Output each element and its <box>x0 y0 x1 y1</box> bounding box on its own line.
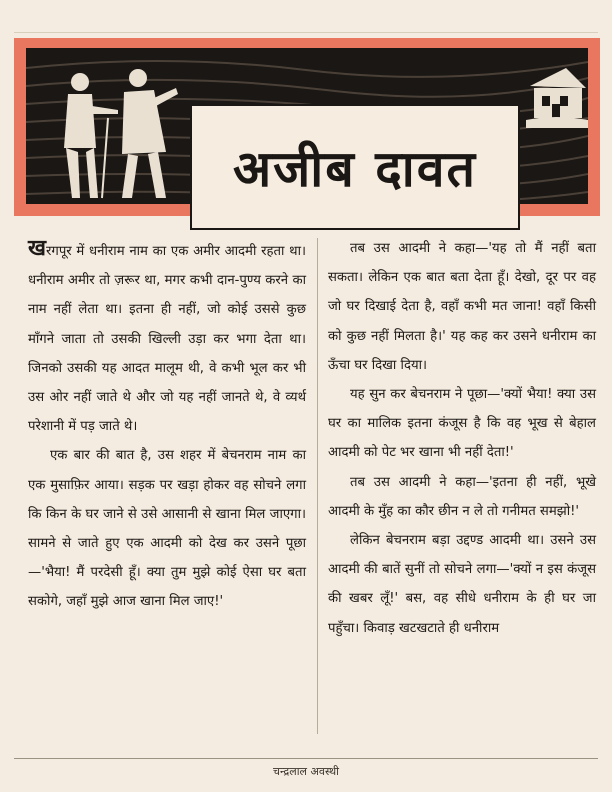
story-header-band <box>14 38 600 216</box>
author-credit: चन्द्रलाल अवस्थी <box>273 765 339 778</box>
footer-rule <box>14 758 598 759</box>
story-title: अजीब दावत <box>232 139 477 198</box>
right-paragraph: लेकिन बेचनराम बड़ा उद्दण्ड आदमी था। उसने उस आदमी की बातें सुनीं तो सोचने लगा—'क्यों न इस कंजूस की खबर लूँ!' बस, वह सीधे धनीराम के ही घर जा पहुँचा। किवाड़ खटखटाते ही धनीराम <box>328 533 596 636</box>
two-travellers-figure <box>64 69 178 198</box>
left-paragraph: एक बार की बात है, उस शहर में बेचनराम नाम का एक मुसाफ़िर आया। सड़क पर खड़ा होकर वह सोचने लगा कि किन के घर जाने से उसे आसानी से खाना मिल जाएगा। सामने से जाते हुए एक आदमी को देख कर उसने पूछा—'भैया! मैं परदेसी हूँ। क्या तुम मुझे कोई ऐसा घर बता सकोगे, जहाँ मुझे आज खाना मिल जाए!' <box>28 448 306 610</box>
left-paragraph <box>28 234 306 441</box>
right-paragraph: तब उस आदमी ने कहा—'इतना ही नहीं, भूखे आदमी के मुँह का कौर छीन न ले तो गनीमत समझो!' <box>328 474 596 519</box>
dropcap-letter: ख <box>28 236 46 261</box>
title-panel <box>190 104 520 230</box>
left-column <box>28 234 306 617</box>
story-body <box>28 234 596 744</box>
right-paragraph: तब उस आदमी ने कहा—'यह तो मैं नहीं बता सकता। लेकिन एक बात बता देता हूँ। देखो, दूर पर वह जो घर दिखाई देता है, वहाँ कभी मत जाना! वहाँ किसी को कुछ नहीं मिलता है।' यह कह कर उसने धनीराम का ऊँचा घर दिखा दिया। <box>328 241 596 373</box>
right-column <box>328 234 596 643</box>
left-paragraph-text: रगपूर में धनीराम नाम का एक अमीर आदमी रहता था। धनीराम अमीर तो ज़रूर था, मगर कभी दान-पुण्य करने का नाम नहीं लेता था। इतना ही नहीं, जो कोई उससे कुछ माँगने जाता तो उसकी खिल्ली उड़ा कर भगा देता था। जिनको उसकी यह आदत मालूम थी, वे कभी भूल कर भी उस ओर नहीं जाते थे और जो यह नहीं जानते थे, वे व्यर्थ परेशानी में पड़ जाते थे। <box>28 244 306 435</box>
right-paragraph: यह सुन कर बेचनराम ने पूछा—'क्यों भैया! क्या उस घर का मालिक इतना कंजूस है कि वह भूख से बेहाल आदमी को पेट भर खाना भी नहीं देता!' <box>328 387 596 461</box>
column-divider <box>317 238 318 734</box>
top-margin-rule <box>14 6 598 33</box>
